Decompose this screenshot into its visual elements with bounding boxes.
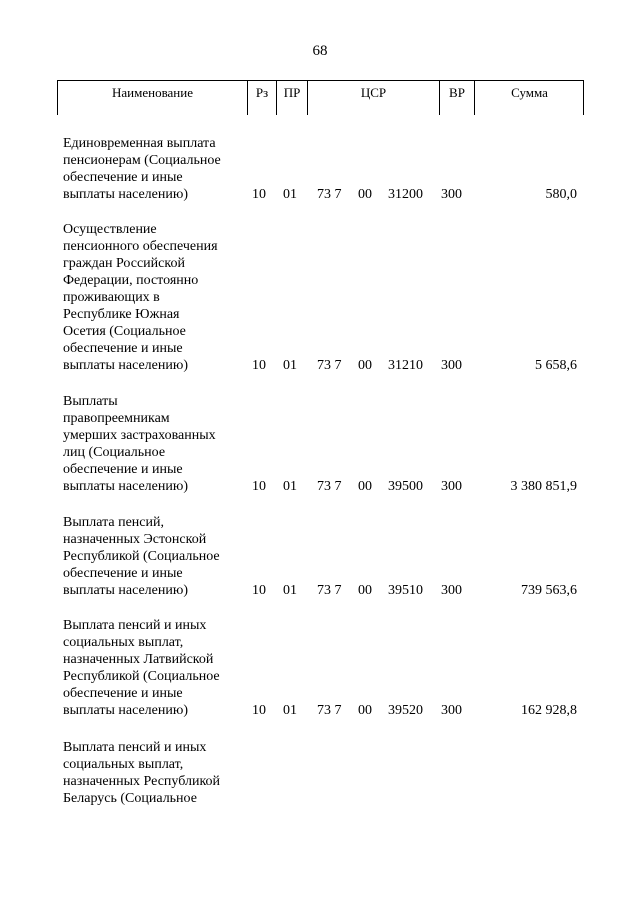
header-sum: Сумма	[511, 85, 548, 100]
row-rz: 10	[252, 583, 266, 598]
row-sum: 739 563,6	[521, 583, 577, 598]
row-csr-subprogram: 00	[358, 358, 372, 373]
row-rz: 10	[252, 479, 266, 494]
row-name-line: Единовременная выплата	[63, 136, 216, 151]
row-sum: 162 928,8	[521, 703, 577, 718]
row-rz: 10	[252, 703, 266, 718]
row-csr-subprogram: 00	[358, 583, 372, 598]
row-name-line: граждан Российской	[63, 256, 185, 271]
table-row	[0, 617, 640, 719]
row-pr: 01	[283, 479, 297, 494]
row-csr-program: 73 7	[317, 358, 342, 373]
row-vr: 300	[441, 703, 462, 718]
row-name-line: пенсионерам (Социальное	[63, 153, 221, 168]
row-name-line: социальных выплат,	[63, 757, 184, 772]
row-csr-subprogram: 00	[358, 703, 372, 718]
row-csr-direction: 31200	[388, 187, 423, 202]
row-name-line: Выплаты	[63, 394, 118, 409]
row-name-line: умерших застрахованных	[63, 428, 216, 443]
row-name	[63, 221, 253, 374]
row-vr: 300	[441, 479, 462, 494]
row-name-line: выплаты населению)	[63, 187, 188, 202]
row-csr-subprogram: 00	[358, 479, 372, 494]
row-csr-program: 73 7	[317, 703, 342, 718]
row-vr: 300	[441, 583, 462, 598]
row-name	[63, 393, 253, 495]
row-name-line: обеспечение и иные	[63, 462, 183, 477]
header-name: Наименование	[58, 81, 248, 115]
row-name-line: Республике Южная	[63, 307, 180, 322]
row-csr-direction: 39500	[388, 479, 423, 494]
row-name-line: выплаты населению)	[63, 358, 188, 373]
row-name-line: пенсионного обеспечения	[63, 239, 218, 254]
row-pr: 01	[283, 187, 297, 202]
row-name-line: Выплата пенсий и иных	[63, 740, 207, 755]
row-name-line: Республикой (Социальное	[63, 549, 220, 564]
table-row	[0, 393, 640, 495]
header-csr: ЦСР	[308, 81, 440, 115]
row-csr-program: 73 7	[317, 583, 342, 598]
row-name-line: Осуществление	[63, 222, 157, 237]
table-row	[0, 135, 640, 203]
row-name-line: выплаты населению)	[63, 583, 188, 598]
row-pr: 01	[283, 583, 297, 598]
row-name-line: социальных выплат,	[63, 635, 184, 650]
row-name-line: правопреемникам	[63, 411, 170, 426]
row-name-line: выплаты населению)	[63, 703, 188, 718]
row-csr-direction: 39510	[388, 583, 423, 598]
row-rz: 10	[252, 358, 266, 373]
row-sum: 3 380 851,9	[510, 479, 577, 494]
row-name-line: обеспечение и иные	[63, 170, 183, 185]
row-name	[63, 617, 253, 719]
row-name	[63, 739, 253, 807]
table-header	[57, 80, 584, 115]
row-vr: 300	[441, 187, 462, 202]
row-name-line: назначенных Республикой	[63, 774, 221, 789]
table-row	[0, 739, 640, 807]
header-pr: ПР	[277, 81, 308, 115]
row-csr-direction: 31210	[388, 358, 423, 373]
row-name-line: обеспечение и иные	[63, 341, 183, 356]
row-name-line: Осетия (Социальное	[63, 324, 186, 339]
row-sum: 5 658,6	[535, 358, 577, 373]
row-name-line: назначенных Латвийской	[63, 652, 214, 667]
row-rz: 10	[252, 187, 266, 202]
row-vr: 300	[441, 358, 462, 373]
row-sum: 580,0	[545, 187, 577, 202]
row-name-line: лиц (Социальное	[63, 445, 166, 460]
row-name-line: обеспечение и иные	[63, 686, 183, 701]
row-name-line: проживающих в	[63, 290, 160, 305]
page-number: 68	[312, 43, 328, 59]
row-csr-program: 73 7	[317, 479, 342, 494]
row-name-line: Федерации, постоянно	[63, 273, 199, 288]
table-row	[0, 514, 640, 599]
row-name-line: Выплата пенсий,	[63, 515, 164, 530]
row-name-line: выплаты населению)	[63, 479, 188, 494]
row-csr-program: 73 7	[317, 187, 342, 202]
header-rz: Рз	[248, 81, 277, 115]
row-pr: 01	[283, 703, 297, 718]
row-name-line: Республикой (Социальное	[63, 669, 220, 684]
header-vr: ВР	[440, 81, 475, 115]
row-csr-subprogram: 00	[358, 187, 372, 202]
table-row	[0, 221, 640, 374]
row-name-line: Беларусь (Социальное	[63, 791, 197, 806]
row-pr: 01	[283, 358, 297, 373]
row-name	[63, 135, 253, 203]
row-csr-direction: 39520	[388, 703, 423, 718]
row-name-line: Выплата пенсий и иных	[63, 618, 207, 633]
row-name-line: назначенных Эстонской	[63, 532, 207, 547]
row-name-line: обеспечение и иные	[63, 566, 183, 581]
row-name	[63, 514, 253, 599]
